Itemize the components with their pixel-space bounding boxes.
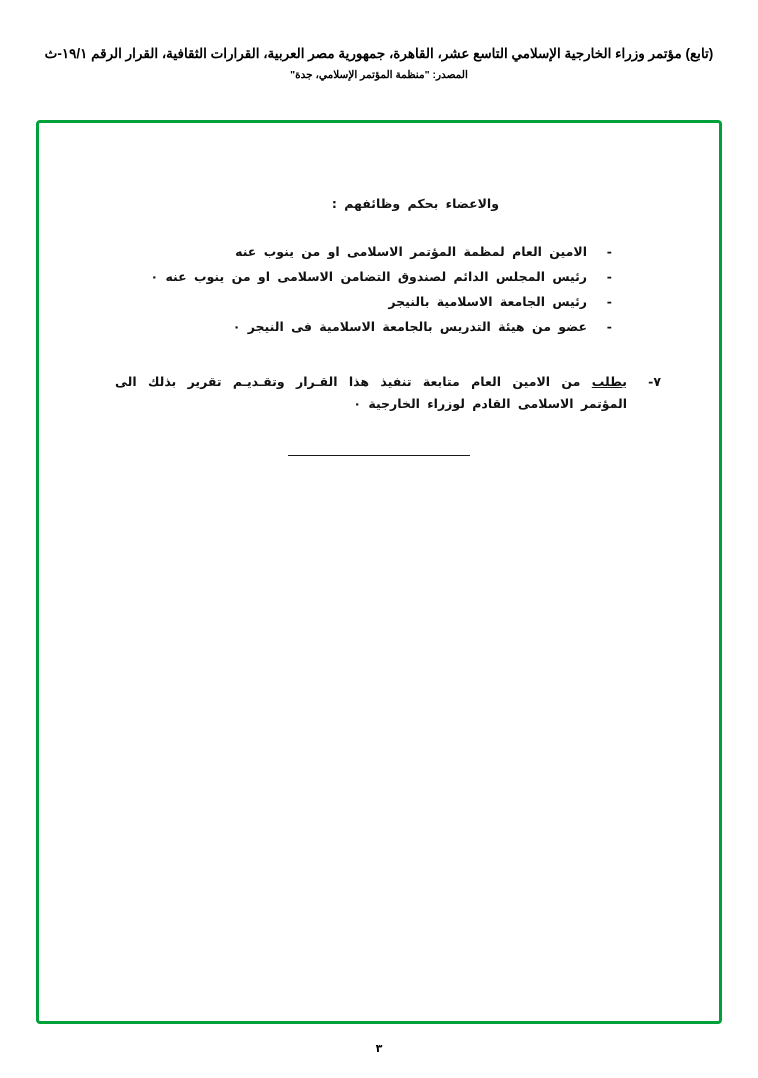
header-source: المصدر: "منظمة المؤتمر الإسلامي، جدة" (290, 69, 468, 82)
bullet-mark: - (606, 243, 613, 259)
members-bullet-list (109, 241, 613, 338)
bullet-text: عضو من هيئة التدريس بالجامعة الاسلامية فى النيجر ٠ (232, 318, 587, 334)
bullet-text: رئيس الجامعة الاسلامية بالنيجر (388, 293, 587, 309)
list-item (109, 241, 613, 263)
list-item (109, 316, 613, 338)
page-footer (0, 1042, 758, 1055)
bullet-mark: - (606, 268, 613, 284)
bullet-mark: - (606, 293, 613, 309)
bullet-mark: - (606, 318, 613, 334)
paragraph-number: ٧- (648, 374, 661, 390)
header-title: (تابع) مؤتمر وزراء الخارجية الإسلامي التاسع عشر، القاهرة، جمهورية مصر العربية، القرارات الثقافية، القرار الرقم ١٩/١-ث (44, 46, 714, 61)
intro-line: والاعضاء بحكم وظائفهم : (331, 196, 499, 211)
separator-wrap (79, 455, 679, 456)
numbered-paragraph (115, 371, 661, 415)
bullet-text: الامين العام لمظمة المؤتمر الاسلامى او من ينوب عنه (235, 243, 587, 259)
paragraph-lead-word: يطلب (591, 374, 627, 390)
bullet-text: رئيس المجلس الدائم لصندوق التضامن الاسلامى او من ينوب عنه ٠ (150, 268, 587, 284)
page-number: ٣ (375, 1042, 383, 1055)
document-body (79, 193, 679, 456)
list-item (109, 291, 613, 313)
list-item (109, 266, 613, 288)
document-frame (36, 120, 722, 1024)
horizontal-rule (288, 455, 470, 456)
paragraph-rest: من الامين العام متابعة تنفيذ هذا القـرار وتقـديـم تقرير بذلك الى المؤتمر الاسلامى القادم لوزراء الخارجية ٠ (115, 374, 627, 412)
paragraph-text (115, 371, 627, 415)
page-header (0, 44, 758, 81)
